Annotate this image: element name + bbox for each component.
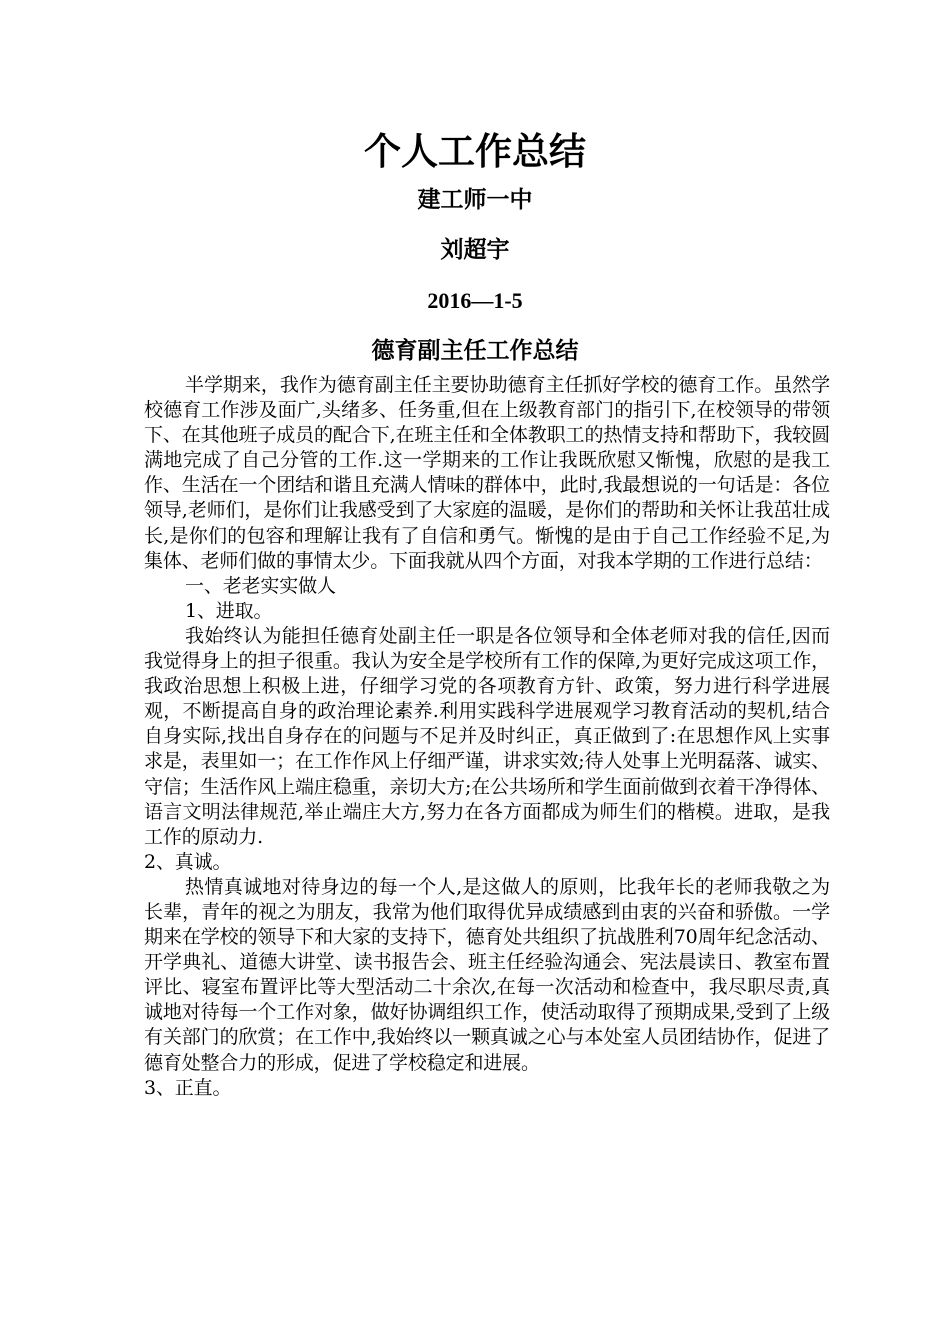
- subheading-sincerity: 2、真诚。: [144, 850, 232, 873]
- paragraph-intro: 半学期来，我作为德育副主任主要协助德育主任抓好学校的德育工作。虽然学校德育工作涉及面广,头绪多、任务重,但在上级教育部门的指引下,在校领导的带领下、在其他班子成员的配合下,在班主任和全体教职工的热情支持和帮助下，我较圆满地完成了自己分管的工作.这一学期来的工作让我既欣慰又惭愧，欣慰的是我工作、生活在一个团结和谐且充满人情味的群体中，此时,我最想说的一句话是：各位领导,老师们，是你们让我感受到了大家庭的温暖，是你们的帮助和关怀让我茁壮成长,是你们的包容和理解让我有了自信和勇气。惭愧的是由于自己工作经验不足,为集体、老师们做的事情太少。下面我就从四个方面，对我本学期的工作进行总结：: [144, 374, 830, 572]
- document-title: 个人工作总结: [364, 129, 586, 173]
- subheading-progress: 1、进取。: [185, 599, 273, 622]
- paragraph-progress: 我始终认为能担任德育处副主任一职是各位领导和全体老师对我的信任,因而我觉得身上的担子很重。我认为安全是学校所有工作的保障,为更好完成这项工作，我政治思想上积极上进，仔细学习党的各项教育方针、政策，努力进行科学进展观，不断提高自身的政治理论素养.利用实践科学进展观学习教育活动的契机,结合自身实际,找出自身存在的问题与不足并及时纠正，真正做到了:在思想作风上实事求是，表里如一；在工作作风上仔细严谨，讲求实效;待人处事上光明磊落、诚实、守信；生活作风上端庄稳重，亲切大方;在公共场所和学生面前做到衣着干净得体、语言文明法律规范,举止端庄大方,努力在各方面都成为师生们的楷模。进取，是我工作的原动力.: [144, 624, 830, 848]
- school-name: 建工师一中: [417, 186, 533, 213]
- subheading-integrity: 3、正直。: [144, 1076, 232, 1099]
- heading-part-one: 一、老老实实做人: [185, 574, 336, 597]
- document-body: [144, 373, 830, 1101]
- author-name: 刘超宇: [440, 236, 510, 263]
- paragraph-sincerity: 热情真诚地对待身边的每一个人,是这做人的原则，比我年长的老师我敬之为长辈，青年的视之为朋友，我常为他们取得优异成绩感到由衷的兴奋和骄傲。一学期来在学校的领导下和大家的支持下，德育处共组织了抗战胜利70周年纪念活动、开学典礼、道德大讲堂、读书报告会、班主任经验沟通会、宪法晨读日、教室布置评比、寝室布置评比等大型活动二十余次,在每一次活动和检查中，我尽职尽责,真诚地对待每一个工作对象，做好协调组织工作，使活动取得了预期成果,受到了上级有关部门的欣赏；在工作中,我始终以一颗真诚之心与本处室人员团结协作，促进了德育处整合力的形成，促进了学校稳定和进展。: [144, 875, 830, 1074]
- document-date: 2016—1-5: [427, 288, 523, 313]
- section-title: 德育副主任工作总结: [371, 337, 579, 364]
